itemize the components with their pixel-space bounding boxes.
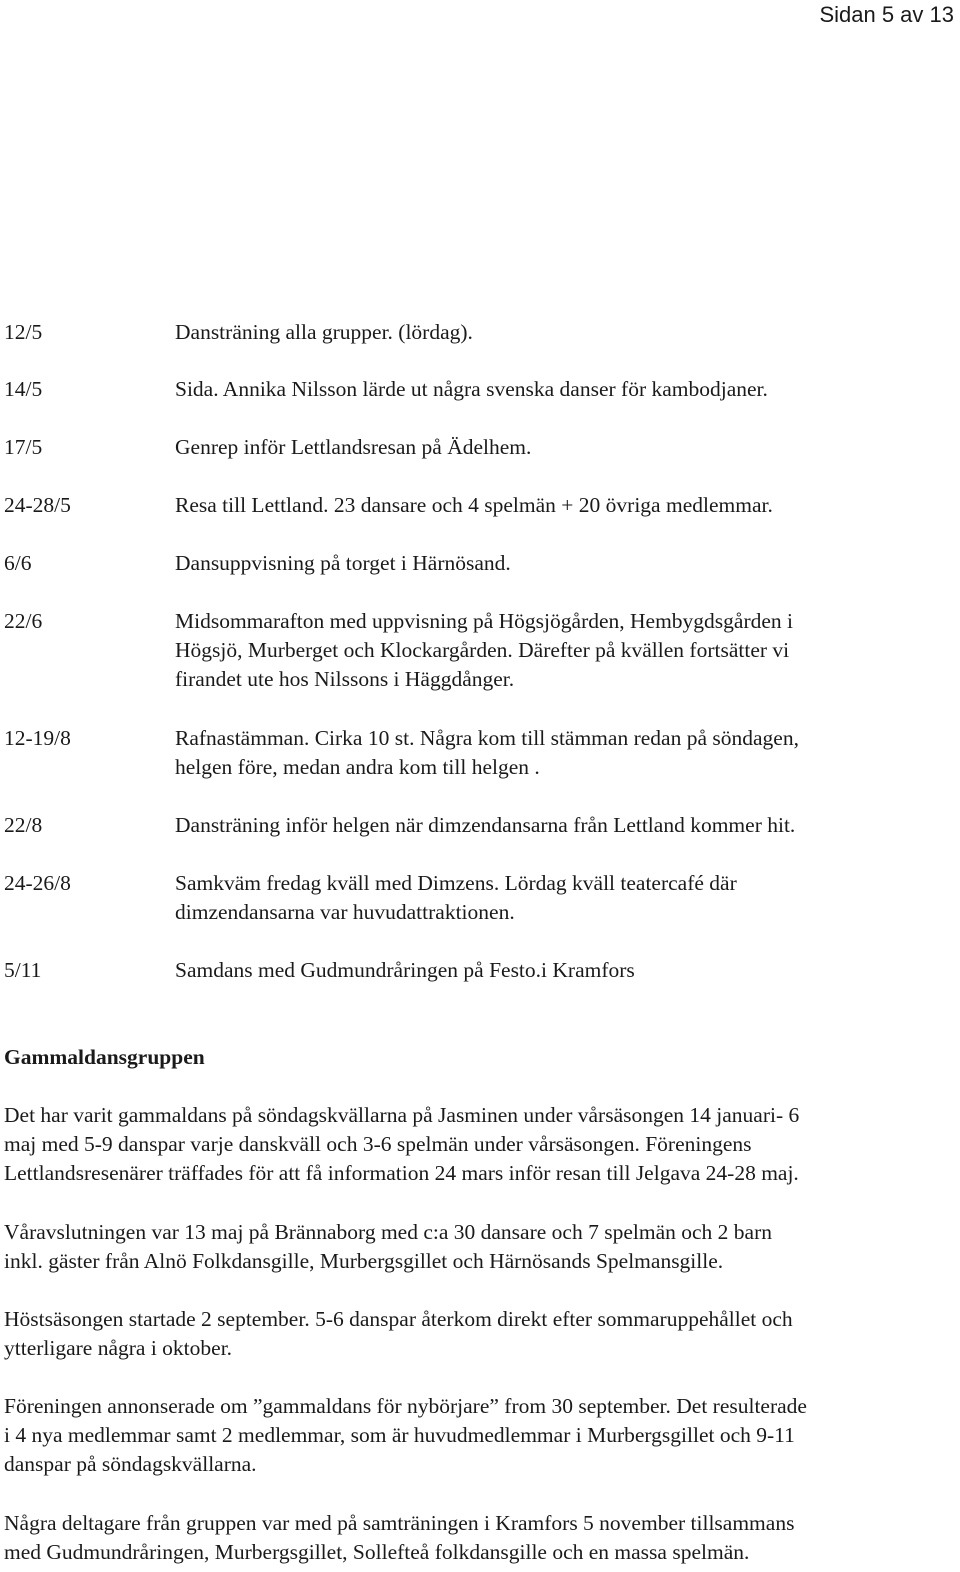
entry-date: 24-26/8 <box>4 871 71 895</box>
schedule-entry <box>4 375 954 404</box>
entry-date: 24-28/5 <box>4 493 71 517</box>
section-paragraph <box>4 1305 950 1363</box>
schedule-entry <box>4 811 954 840</box>
paragraph-line: med Gudmundråringen, Murbergsgillet, Sollefteå folkdansgille och en massa spelmän. <box>4 1540 750 1564</box>
entry-description <box>175 433 950 462</box>
description-line: Sida. Annika Nilsson lärde ut några svenska danser för kambodjaner. <box>175 377 768 401</box>
schedule-entry <box>4 607 954 694</box>
description-line: helgen före, medan andra kom till helgen . <box>175 755 540 779</box>
description-line: dimzendansarna var huvudattraktionen. <box>175 900 515 924</box>
section-paragraph <box>4 1218 950 1276</box>
paragraph-line: Lettlandsresenärer träffades för att få information 24 mars inför resan till Jelgava 24-28 maj. <box>4 1161 799 1185</box>
description-line: Dansuppvisning på torget i Härnösand. <box>175 551 511 575</box>
entry-description <box>175 607 950 694</box>
entry-date: 22/6 <box>4 609 43 633</box>
description-line: Midsommarafton med uppvisning på Högsjögården, Hembygdsgården i <box>175 609 794 633</box>
entry-date: 5/11 <box>4 958 42 982</box>
schedule-entry <box>4 549 954 578</box>
schedule-entry <box>4 724 954 782</box>
paragraph-line: Höstsäsongen startade 2 september. 5-6 danspar återkom direkt efter sommaruppehållet och <box>4 1307 793 1331</box>
description-line: Dansträning alla grupper. (lördag). <box>175 320 473 344</box>
schedule-entry <box>4 956 954 985</box>
description-line: Samdans med Gudmundråringen på Festo.i Kramfors <box>175 958 635 982</box>
entry-description <box>175 318 950 347</box>
paragraph-line: danspar på söndagskvällarna. <box>4 1452 257 1476</box>
entry-date: 17/5 <box>4 435 43 459</box>
entry-description <box>175 811 950 840</box>
paragraph-line: ytterligare några i oktober. <box>4 1336 233 1360</box>
schedule-entry <box>4 869 954 927</box>
entry-description <box>175 375 950 404</box>
section-paragraph <box>4 1101 950 1188</box>
description-line: Resa till Lettland. 23 dansare och 4 spelmän + 20 övriga medlemmar. <box>175 493 773 517</box>
paragraph-line: i 4 nya medlemmar samt 2 medlemmar, som är huvudmedlemmar i Murbergsgillet och 9-11 <box>4 1423 795 1447</box>
section-paragraph <box>4 1392 950 1479</box>
entry-description <box>175 724 950 782</box>
schedule-entry <box>4 491 954 520</box>
entry-description <box>175 549 950 578</box>
entry-date: 12-19/8 <box>4 726 71 750</box>
section-heading: Gammaldansgruppen <box>4 1045 205 1069</box>
description-line: firandet ute hos Nilssons i Häggdånger. <box>175 667 515 691</box>
paragraph-line: Det har varit gammaldans på söndagskvällarna på Jasminen under vårsäsongen 14 januari- 6 <box>4 1103 800 1127</box>
schedule-entry <box>4 433 954 462</box>
entry-description <box>175 869 950 927</box>
entry-date: 12/5 <box>4 320 43 344</box>
paragraph-line: maj med 5-9 danspar varje danskväll och 3-6 spelmän under vårsäsongen. Föreningens <box>4 1132 752 1156</box>
entry-date: 14/5 <box>4 377 43 401</box>
description-line: Samkväm fredag kväll med Dimzens. Lördag kväll teatercafé där <box>175 871 737 895</box>
entry-date: 6/6 <box>4 551 32 575</box>
paragraph-line: Några deltagare från gruppen var med på samträningen i Kramfors 5 november tillsammans <box>4 1511 795 1535</box>
description-line: Rafnastämman. Cirka 10 st. Några kom till stämman redan på söndagen, <box>175 726 799 750</box>
entry-description <box>175 491 950 520</box>
paragraph-line: Våravslutningen var 13 maj på Brännaborg med c:a 30 dansare och 7 spelmän och 2 barn <box>4 1220 772 1244</box>
paragraph-line: inkl. gäster från Alnö Folkdansgille, Murbergsgillet och Härnösands Spelmansgille. <box>4 1249 724 1273</box>
schedule-entry <box>4 318 954 347</box>
description-line: Högsjö, Murberget och Klockargården. Därefter på kvällen fortsätter vi <box>175 638 790 662</box>
paragraph-line: Föreningen annonserade om ”gammaldans för nybörjare” from 30 september. Det resulterade <box>4 1394 807 1418</box>
entry-description <box>175 956 950 985</box>
page-number: Sidan 5 av 13 <box>819 2 954 27</box>
section-paragraph <box>4 1509 950 1567</box>
entry-date: 22/8 <box>4 813 43 837</box>
description-line: Genrep inför Lettlandsresan på Ädelhem. <box>175 435 532 459</box>
description-line: Dansträning inför helgen när dimzendansarna från Lettland kommer hit. <box>175 813 796 837</box>
